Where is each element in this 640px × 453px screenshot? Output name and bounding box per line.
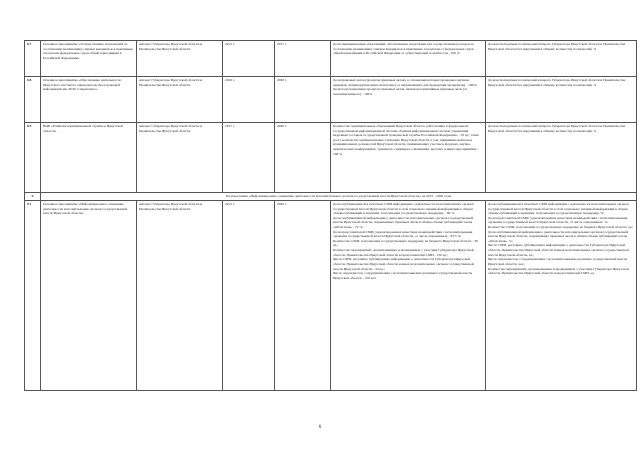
result-line: Доля опубликованной в печатных СМИ информации о деятельности исполнительных органов государственной власти Иркутской области в этой социально значимой информации в общем объеме публикаций в изданиях, получающих государственную поддержку, %; bbox=[488, 202, 629, 216]
indicator-line: Количество мероприятий, организованных и проведенных с участием Губернатора Иркутской области, Правительства Иркутской области и представителей СМИ - 150 ед.; bbox=[333, 248, 474, 257]
row-number: 9.1 bbox=[25, 201, 41, 391]
start-year: 2017 г. bbox=[223, 123, 275, 193]
subprogram-row bbox=[25, 193, 637, 201]
indicator-line: Число журналистов, сотрудничающих с исполнительными органами государственной власти Иркутской области - 150 чел. bbox=[333, 271, 473, 280]
start-year: 2015 г. bbox=[223, 201, 275, 391]
subprogram-number: 9 bbox=[25, 193, 41, 201]
executor: аппарат Губернатора Иркутской области и Правительства Иркутской области bbox=[137, 123, 223, 193]
target-indicators bbox=[331, 201, 486, 391]
table-row bbox=[25, 123, 637, 193]
target-indicators: Доля муниципальных образований, обеспеченных средствами для осуществления расходов по составлению (изменению) списков кандидатов в присяжные заседатели от федеральных судов общей юрисдикции в Российской Федерации от существующей потребности - 100 % bbox=[331, 41, 486, 77]
start-year: 2016 г. bbox=[223, 77, 275, 123]
table-row bbox=[25, 41, 637, 77]
end-year: 2020 г. bbox=[275, 123, 331, 193]
expected-results bbox=[486, 201, 637, 391]
executor: аппарат Губернатора Иркутской области и Правительства Иркутской области bbox=[137, 41, 223, 77]
start-year: 2015 г. bbox=[223, 41, 275, 77]
executor: аппарат Губернатора Иркутской области и Правительства Иркутской области bbox=[137, 201, 223, 391]
result-line: Число журналистов, сотрудничающих с исполнительными органами государственной власти Иркутской области, чел.; bbox=[488, 257, 628, 266]
row-number: 8.8 bbox=[25, 77, 41, 123]
table-row bbox=[25, 201, 637, 391]
end-year: 2020 г. bbox=[275, 77, 331, 123]
subprogram-title: Подпрограмма «Информационное освещение деятельности исполнительных органов государственной власти Иркутской области» на 2015 - 2020 годы bbox=[41, 193, 637, 201]
event-name: ВЦП «Развитие муниципальной службы в Иркутской области» bbox=[41, 123, 137, 193]
table-row bbox=[25, 77, 637, 123]
result-line: Доля опубликованной информации о деятельности исполнительных органов государственной власти Иркутской области, нормативных правовых актов в общем объеме публикаций газеты «Областная», %; bbox=[488, 229, 629, 243]
indicator-line: Доля опубликованной информации о деятельности исполнительных органов государственной власти Иркутской области, нормативных правовых актов в общем объеме публикаций газеты «Областная» - 72 %; bbox=[333, 215, 474, 230]
event-name: Основное мероприятие «Осуществление полномочий по составлению (изменению) списков кандидатов в присяжные заседатели федеральных судов общей юрисдикции в Российской Федерации» bbox=[41, 41, 137, 77]
result-line: Количество СМИ, получающих государственную поддержку из бюджета Иркутской области, ед.; bbox=[488, 225, 634, 230]
target-indicators: Количество муниципальных образований Иркутской области, работающих в федеральной государственной информационной системе «Единая информационная система управления кадровым составом государственной гражданской службы Российской Федерации» - 70 ед.; Темп роста количества муниципальных служащих Иркутской области в том, принявших выборное муниципальных должностей Иркутской области, принимающих участие в форумах, научно-практических конференциях, тренингах, семинарах-совещаниях, круглых и иных мероприятиях - 168 % bbox=[331, 123, 486, 193]
program-activities-table bbox=[24, 40, 637, 391]
row-number: 8.7 bbox=[25, 41, 41, 77]
row-number: 8.9 bbox=[25, 123, 41, 193]
result-line: Доля представителей СМИ, удовлетворенных качеством взаимодействия с исполнительными органами государственной власти Иркутской области, от числа опрошенных, %; bbox=[488, 215, 628, 225]
indicator-line: Число СМИ, регулярно публикующих информацию о деятельности Губернатора Иркутской области, Правительства Иркутской области и иных исполнительных органов государственной власти Иркутской области - 34 ед.; bbox=[333, 257, 474, 271]
result-line: Число СМИ, регулярно публикующих информацию о деятельности Губернатора Иркутской области, Правительства Иркутской области и иных исполнительных органов государственной власти Иркутской области, ед.; bbox=[488, 243, 629, 257]
indicator-line: Доля представителей СМИ, удовлетворенных качеством взаимодействия с исполнительными органами государственной власти Иркутской области, от числа опрошенных - 93.5 %; bbox=[333, 229, 473, 239]
end-year: 2017 г. bbox=[275, 41, 331, 77]
executor: аппарат Губернатора Иркутской области и Правительства Иркутской области bbox=[137, 77, 223, 123]
target-indicators: Доля правовых актов (проектов правовых актов), в отношении которых проведена научная, правовая, антикоррупционная экспертиза (от направленных для проведения экспертизы) - 100%; Доля подготовленных проектов правовых актов, включая нормативные правовые акты (от запланированного) - 100% bbox=[331, 77, 486, 123]
indicator-line: Количество СМИ, получающих государственную поддержку из бюджета Иркутской области - 30 ед.; bbox=[333, 238, 478, 248]
result-line: Количество мероприятий, организованных и проведенных с участием Губернатора Иркутской области, Правительства Иркутской области и представителей СМИ, ед. bbox=[488, 266, 629, 276]
expected-results: Доля используемых полномочий аппарата Губернатора Иркутской области и Правительства Иркутской области без нарушений в общему количеству полномочий, % bbox=[486, 41, 637, 77]
indicator-line: Доля опубликованной в печатных СМИ информации о деятельности исполнительных органов государственной власти Иркутской области в этой социально значимой информации в общем объеме публикаций в изданиях, получающих государственную поддержку - 80 %; bbox=[333, 202, 474, 216]
expected-results: Доля используемых полномочий аппарата Губернатора Иркутской области и Правительства Иркутской области без нарушений в общему количеству полномочий, % bbox=[486, 123, 637, 193]
expected-results: Доля используемых полномочий аппарата Губернатора Иркутской области и Правительства Иркутской области без нарушений в общему количеству полномочий, % bbox=[486, 77, 637, 123]
page-number: 6 bbox=[318, 425, 322, 430]
end-year: 2020 г. bbox=[275, 201, 331, 391]
event-name: Основное мероприятие «Информационное освещение деятельности исполнительных органов государственной власти Иркутской области» bbox=[41, 201, 137, 391]
event-name: Основное мероприятие «Обеспечение деятельности Иркутского института законодательства и правовой информации им. М.М. Сперанского» bbox=[41, 77, 137, 123]
